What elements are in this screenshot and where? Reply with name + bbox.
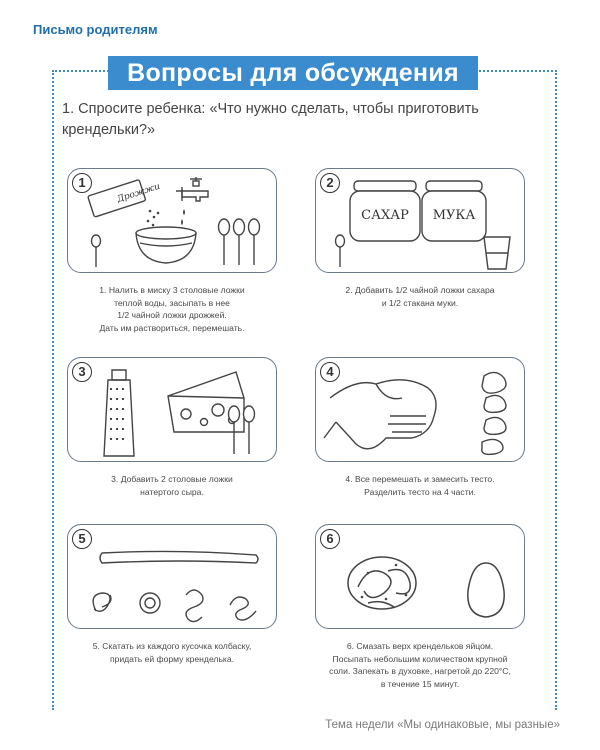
dough-rope-icon [100, 551, 258, 563]
step-2-illustration [316, 169, 526, 274]
step-3-illustration [68, 358, 278, 463]
step-5-number: 5 [72, 529, 92, 549]
step-3-number: 3 [72, 362, 92, 382]
step-6-number: 6 [320, 529, 340, 549]
banner-title: Вопросы для обсуждения [108, 56, 478, 90]
header-label: Письмо родителям [33, 22, 158, 37]
bowl-icon [136, 227, 196, 263]
step-6-panel [315, 524, 525, 629]
faucet-icon [176, 177, 208, 201]
step-1-panel [67, 168, 277, 273]
yeast-label: Дрожжи [115, 181, 162, 206]
hands-kneading-icon [324, 380, 436, 449]
step-2-panel [315, 168, 525, 273]
sugar-label: САХАР [361, 208, 409, 223]
egg-icon [468, 563, 504, 617]
step-2-caption: 2. Добавить 1/2 чайной ложки сахара и 1/2 стакана муки. [345, 285, 495, 308]
tablespoons-icon [219, 219, 260, 265]
step-4-number: 4 [320, 362, 340, 382]
step-1-number: 1 [72, 173, 92, 193]
dough-pieces-icon [482, 372, 506, 454]
teaspoon-icon [336, 235, 345, 267]
step-1-illustration [68, 169, 278, 274]
step-5-illustration [68, 525, 278, 630]
flour-label: МУКА [432, 208, 476, 223]
glass-icon [484, 237, 510, 269]
step-3-caption: 3. Добавить 2 столовые ложки натертого сыра. [111, 474, 233, 497]
grater-icon [104, 370, 134, 456]
step-3-panel [67, 357, 277, 462]
step-1-caption: 1. Налить в миску 3 столовые ложки теплой воды, засыпать в нее 1/2 чайной ложки дрожжей. Дать им раствориться, перемешать. [99, 285, 245, 333]
step-5-caption: 5. Скатать из каждого кусочка колбаску, придать ей форму кренделька. [92, 641, 252, 664]
step-6-caption: 6. Смазать верх крендельков яйцом. Посыпать небольшим количеством крупной соли. Запекать в духовке, нагретой до 220°С, в течение 15 минут. [329, 641, 511, 689]
pretzel-icon [348, 557, 416, 609]
teaspoon-icon [92, 235, 101, 267]
step-4-panel [315, 357, 525, 462]
pretzel-shapes-icon [93, 590, 256, 622]
step-6-illustration [316, 525, 526, 630]
step-4-illustration [316, 358, 526, 463]
footer-theme: Тема недели «Мы одинаковые, мы разные» [325, 719, 560, 731]
step-5-panel [67, 524, 277, 629]
step-4-caption: 4. Все перемешать и замесить тесто. Разделить тесто на 4 части. [345, 474, 495, 497]
question-text: 1. Спросите ребенка: «Что нужно сделать, чтобы приготовить крендельки?» [62, 101, 479, 138]
step-2-number: 2 [320, 173, 340, 193]
cheese-icon [168, 372, 244, 432]
